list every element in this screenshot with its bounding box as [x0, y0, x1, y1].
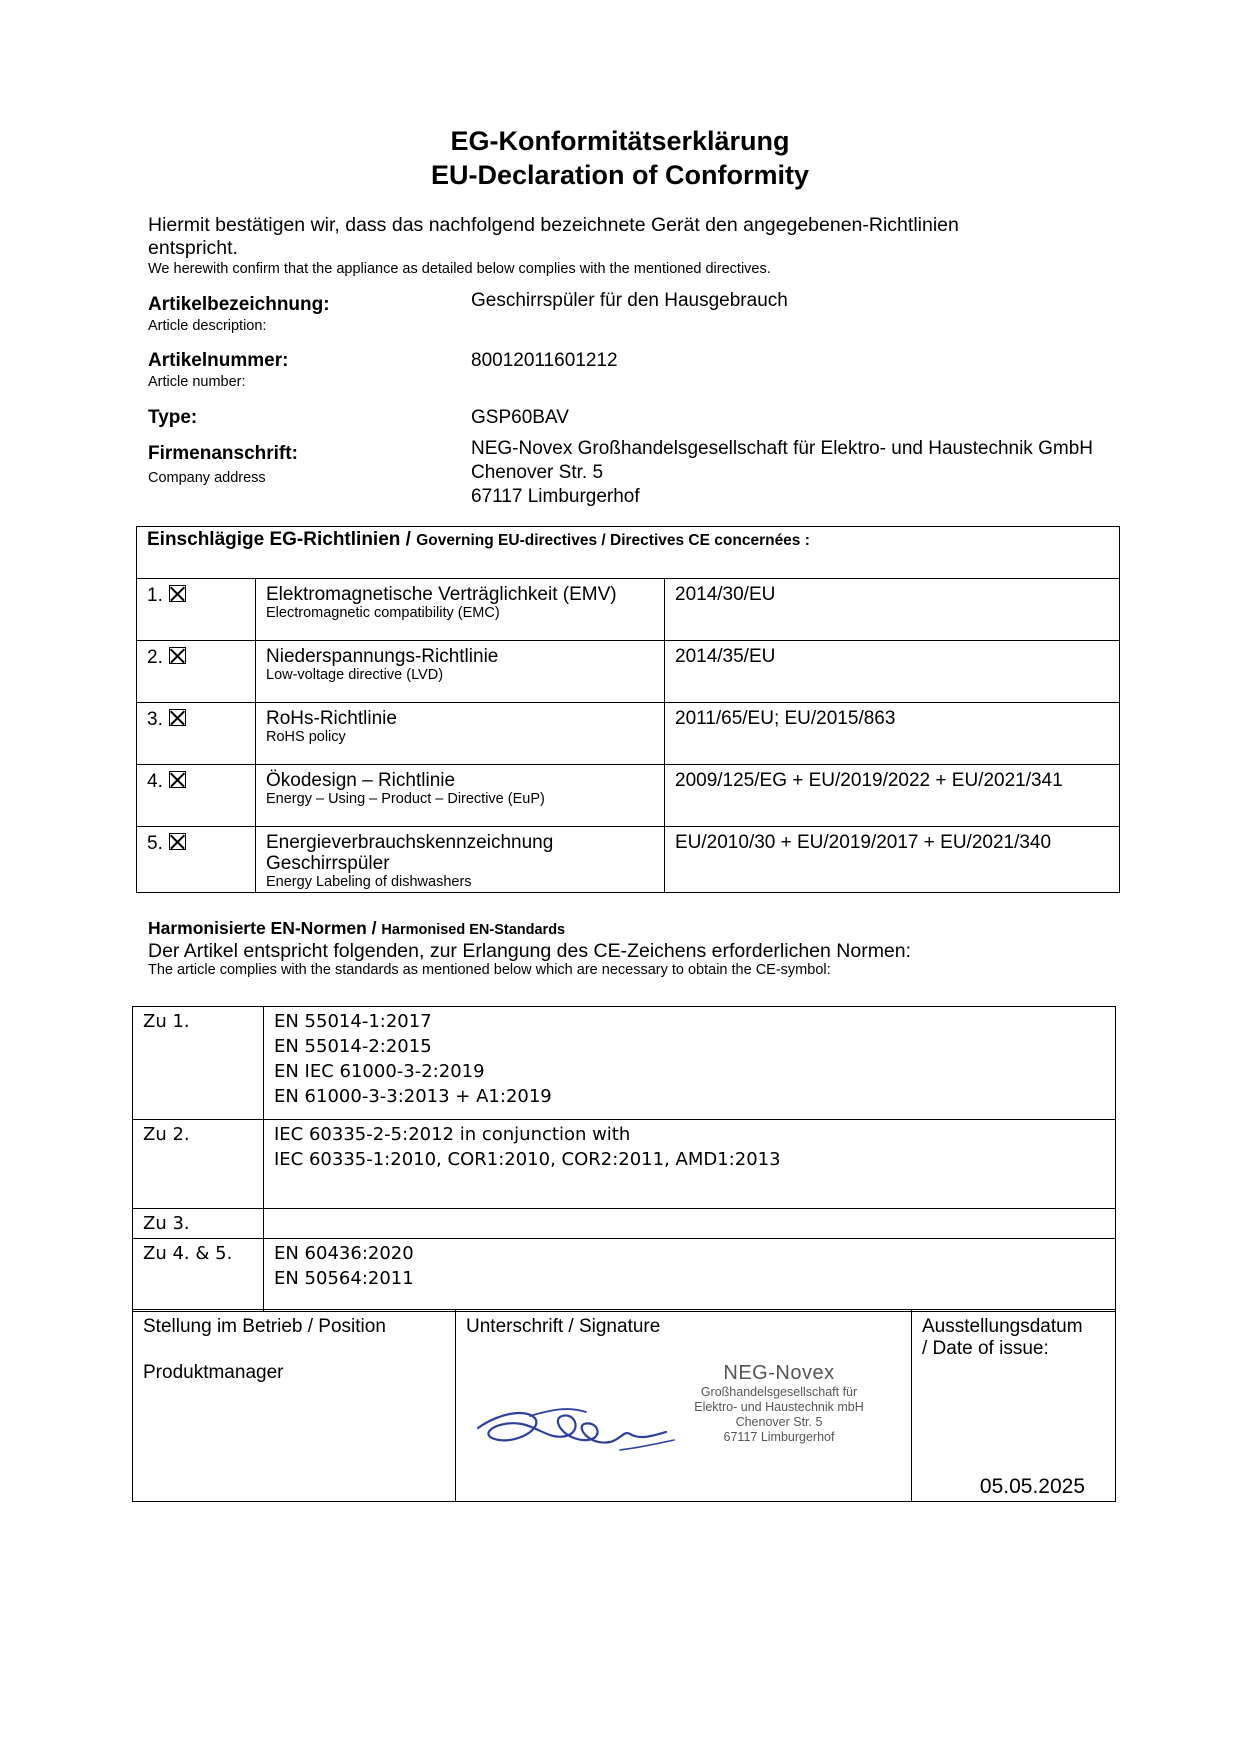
checked-box-icon [169, 647, 186, 664]
directive-row [137, 703, 1120, 765]
stamp-line: 67117 Limburgerhof [723, 1430, 835, 1444]
company-address-label: Firmenanschrift: [148, 443, 298, 464]
directives-table [136, 526, 1120, 893]
stamp-line: Chenover Str. 5 [735, 1415, 823, 1429]
standard-line: EN 60436:2020 [274, 1243, 414, 1264]
standards-ref: Zu 1. [133, 1007, 264, 1120]
article-description-value: Geschirrspüler für den Hausgebrauch [471, 290, 788, 311]
article-number-value: 80012011601212 [471, 350, 618, 371]
position-label: Stellung im Betrieb / Position [143, 1316, 386, 1337]
harmonised-heading-de: Harmonisierte EN-Normen [148, 918, 367, 938]
directive-number: 1. [147, 585, 163, 606]
document-title-de: EG-Konformitätserklärung [450, 126, 790, 156]
signature-row [133, 1310, 1116, 1502]
signature-table [132, 1309, 1116, 1502]
directives-heading-en: Governing EU-directives / Directives CE concernées : [416, 532, 810, 549]
company-name: NEG-Novex Großhandelsgesellschaft für Elektro- und Haustechnik GmbH [471, 438, 1093, 459]
standards-ref: Zu 3. [133, 1209, 264, 1239]
article-description-label: Artikelbezeichnung: [148, 294, 330, 315]
harmonised-heading [148, 918, 565, 939]
type-value: GSP60BAV [471, 407, 569, 428]
company-street: Chenover Str. 5 [471, 462, 604, 483]
standards-row [133, 1120, 1116, 1209]
directive-number: 4. [147, 771, 163, 792]
date-of-issue: 05.05.2025 [979, 1475, 1085, 1498]
article-number-label: Artikelnummer: [148, 350, 289, 371]
directives-heading-separator: / [400, 529, 417, 550]
intro-text-de: Hiermit bestätigen wir, dass das nachfolgend bezeichnete Gerät den angegebenen-Richtlinien entspricht. [148, 214, 959, 259]
directive-name-de: Ökodesign – Richtlinie [266, 770, 456, 791]
directive-code: 2014/30/EU [665, 579, 1120, 641]
standards-ref: Zu 2. [133, 1120, 264, 1209]
directive-name-de: Energieverbrauchskennzeichnung Geschirrspüler [266, 832, 554, 874]
directive-row [137, 579, 1120, 641]
stamp-company-name: NEG-Novex [723, 1362, 835, 1384]
directive-name-en: Low-voltage directive (LVD) [266, 667, 444, 683]
checked-box-icon [169, 771, 186, 788]
standards-row [133, 1209, 1116, 1239]
signature-label: Unterschrift / Signature [466, 1316, 661, 1337]
standards-table [132, 1006, 1116, 1312]
harmonised-text-en: The article complies with the standards as mentioned below which are necessary to obtain the CE-symbol: [148, 962, 831, 978]
article-number-sublabel: Article number: [148, 374, 246, 390]
directive-code: 2009/125/EG + EU/2019/2022 + EU/2021/341 [665, 765, 1120, 827]
directive-name-en: Energy – Using – Product – Directive (EuP) [266, 791, 545, 807]
directive-code: 2014/35/EU [665, 641, 1120, 703]
stamp-line: Elektro- und Haustechnik mbH [694, 1400, 864, 1414]
type-label: Type: [148, 407, 198, 428]
handwritten-signature [470, 1390, 680, 1460]
directive-number: 2. [147, 647, 163, 668]
standard-line: EN 50564:2011 [274, 1268, 414, 1289]
directive-code: 2011/65/EU; EU/2015/863 [665, 703, 1120, 765]
article-description-sublabel: Article description: [148, 318, 267, 334]
position-value: Produktmanager [143, 1362, 284, 1383]
company-stamp [674, 1362, 884, 1445]
standard-line: IEC 60335-2-5:2012 in conjunction with [274, 1124, 631, 1145]
standard-line: EN 61000-3-3:2013 + A1:2019 [274, 1086, 552, 1107]
checked-box-icon [169, 709, 186, 726]
directives-heading-de: Einschlägige EG-Richtlinien [147, 529, 401, 550]
directive-name-de: RoHs-Richtlinie [266, 708, 397, 729]
directive-number: 3. [147, 709, 163, 730]
harmonised-heading-separator: / [366, 918, 382, 938]
directive-name-en: Electromagnetic compatibility (EMC) [266, 605, 500, 621]
standard-line: IEC 60335-1:2010, COR1:2010, COR2:2011, AMD1:2013 [274, 1149, 781, 1170]
date-label: Ausstellungsdatum [922, 1316, 1083, 1337]
standards-row [133, 1239, 1116, 1312]
directive-name-en: Energy Labeling of dishwashers [266, 874, 472, 890]
date-label-en: / Date of issue: [922, 1338, 1049, 1359]
standard-line: EN 55014-1:2017 [274, 1011, 432, 1032]
checked-box-icon [169, 833, 186, 850]
stamp-line: Großhandelsgesellschaft für [700, 1385, 858, 1399]
harmonised-text-de: Der Artikel entspricht folgenden, zur Erlangung des CE-Zeichens erforderlichen Normen: [148, 940, 912, 962]
checked-box-icon [169, 585, 186, 602]
document-title-en: EU-Declaration of Conformity [430, 160, 810, 190]
standard-line: EN 55014-2:2015 [274, 1036, 432, 1057]
directive-row [137, 641, 1120, 703]
directives-table-header [137, 527, 1120, 579]
directive-row [137, 827, 1120, 893]
directive-number: 5. [147, 833, 163, 854]
directive-name-de: Elektromagnetische Verträglichkeit (EMV) [266, 584, 617, 605]
directive-name-en: RoHS policy [266, 729, 346, 745]
directive-row [137, 765, 1120, 827]
intro-text-en: We herewith confirm that the appliance as detailed below complies with the mentioned directives. [148, 261, 771, 277]
harmonised-heading-en: Harmonised EN-Standards [381, 922, 566, 938]
company-city: 67117 Limburgerhof [471, 486, 640, 507]
standards-ref: Zu 4. & 5. [133, 1239, 264, 1312]
directive-code: EU/2010/30 + EU/2019/2017 + EU/2021/340 [665, 827, 1120, 893]
standards-row [133, 1007, 1116, 1120]
directive-name-de: Niederspannungs-Richtlinie [266, 646, 499, 667]
company-address-sublabel: Company address [148, 470, 266, 486]
standard-line: EN IEC 61000-3-2:2019 [274, 1061, 485, 1082]
